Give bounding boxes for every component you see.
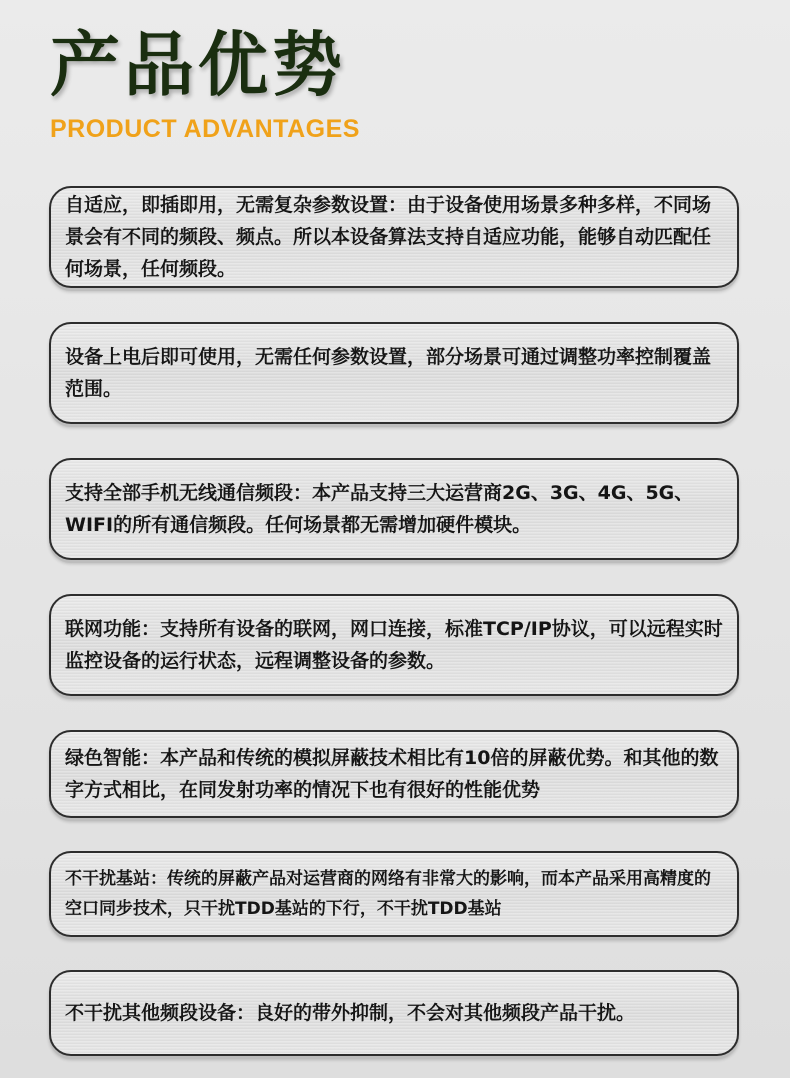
advantage-card-networking	[49, 594, 739, 696]
advantage-card-no-base-station-interference	[49, 851, 739, 937]
advantage-card-plug-and-play	[49, 322, 739, 424]
page-header	[50, 22, 750, 144]
page-title: 产品优势	[50, 24, 346, 106]
advantage-text: 支持全部手机无线通信频段：本产品支持三大运营商2G、3G、4G、5G、WIFI的所有通信频段。任何场景都无需增加硬件模块。	[65, 482, 694, 536]
advantage-card-adaptive	[49, 186, 739, 288]
advantage-text: 不干扰基站：传统的屏蔽产品对运营商的网络有非常大的影响，而本产品采用高精度的空口同步技术，只干扰TDD基站的下行，不干扰TDD基站	[65, 869, 711, 919]
advantage-text: 自适应，即插即用，无需复杂参数设置：由于设备使用场景多种多样，不同场景会有不同的频段、频点。所以本设备算法支持自适应功能，能够自动匹配任何场景，任何频段。	[65, 194, 712, 280]
advantage-card-green-smart	[49, 730, 739, 818]
advantage-card-no-other-band-interference	[49, 970, 739, 1056]
advantage-text: 联网功能：支持所有设备的联网，网口连接，标准TCP/IP协议，可以远程实时监控设备的运行状态，远程调整设备的参数。	[65, 618, 723, 672]
page-subtitle: PRODUCT ADVANTAGES	[50, 115, 360, 143]
advantage-text: 设备上电后即可使用，无需任何参数设置，部分场景可通过调整功率控制覆盖范围。	[65, 346, 712, 400]
advantage-card-all-bands	[49, 458, 739, 560]
advantage-text: 绿色智能：本产品和传统的模拟屏蔽技术相比有10倍的屏蔽优势。和其他的数字方式相比，在同发射功率的情况下也有很好的性能优势	[65, 747, 719, 801]
advantage-text: 不干扰其他频段设备：良好的带外抑制，不会对其他频段产品干扰。	[65, 1002, 636, 1024]
